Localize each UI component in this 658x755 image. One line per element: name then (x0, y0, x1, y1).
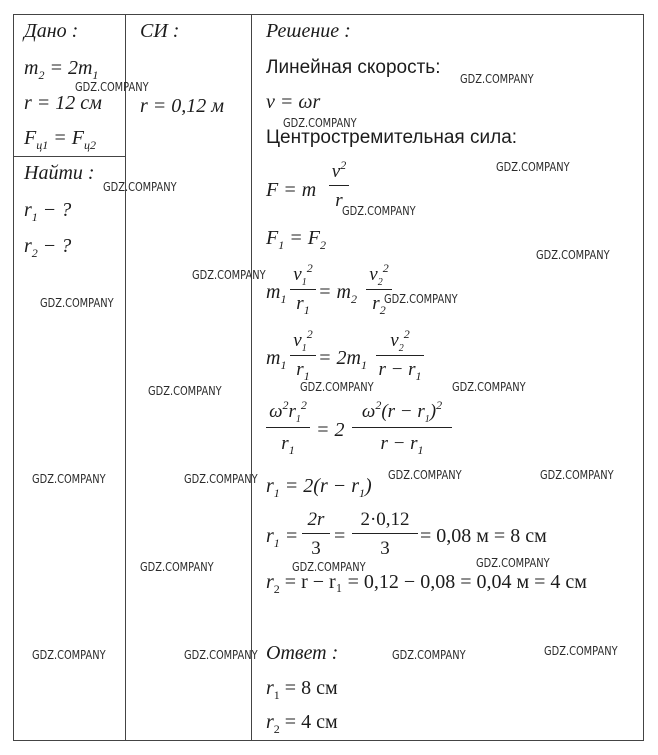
eq5-fraction-left: $\omega^2r_1^2$ $r_1$ (266, 398, 310, 460)
watermark: GDZ.COMPANY (292, 560, 366, 574)
find-r2: $r_2$ − ? (24, 235, 72, 260)
find-r1: $r_1$ − ? (24, 199, 72, 224)
eq-equal-forces: $F_1 = F_2$ (266, 227, 326, 252)
watermark: GDZ.COMPANY (32, 472, 106, 486)
row-divider-find (13, 156, 126, 157)
watermark: GDZ.COMPANY (32, 648, 106, 662)
watermark: GDZ.COMPANY (75, 80, 149, 94)
eq4-fraction-right: $v_2^2$ $r - r_1$ (376, 328, 424, 384)
eq6: $r_1 = 2(r - r_1)$ (266, 475, 372, 500)
eq4-fraction-left: $v_1^2$ $r_1$ (290, 328, 316, 384)
eq7-r1: $r_1$ = (266, 525, 299, 550)
eq3-fraction-left: $v_1^2$ $r_1$ (290, 262, 316, 318)
eq4-2m1: = $2m_1$ (318, 347, 367, 372)
given-header: Дано : (24, 20, 79, 42)
eq5-equals: = 2 (316, 419, 345, 441)
watermark: GDZ.COMPANY (460, 72, 534, 86)
eq4-m1: $m_1$ (266, 347, 287, 372)
linear-speed-formula: v = ωr (266, 91, 321, 113)
answer-header: Ответ : (266, 642, 339, 664)
watermark: GDZ.COMPANY (392, 648, 466, 662)
watermark: GDZ.COMPANY (388, 468, 462, 482)
column-divider-given (125, 14, 126, 741)
eq-force-denominator: r (335, 190, 343, 211)
eq3-m2: = $m_2$ (318, 281, 357, 306)
given-radius: r = 12 см (24, 92, 102, 114)
si-header: СИ : (140, 20, 180, 42)
watermark: GDZ.COMPANY (184, 648, 258, 662)
eq7-fraction-2: 2·0,12 3 (352, 506, 418, 562)
eq-force-left: F = m (266, 179, 317, 201)
answer-r2: $r_2 = 4$ см (266, 711, 338, 736)
watermark: GDZ.COMPANY (452, 380, 526, 394)
answer-r1: $r_1 = 8$ см (266, 677, 338, 702)
given-mass-relation: $m_2 = 2m_1$ (24, 57, 99, 82)
linear-speed-label: Линейная скорость: (266, 57, 441, 78)
si-radius: r = 0,12 м (140, 95, 225, 117)
eq7-result: = 0,08 м = 8 см (420, 525, 547, 547)
watermark: GDZ.COMPANY (384, 292, 458, 306)
centripetal-label: Центростремительная сила: (266, 127, 518, 148)
find-header: Найти : (24, 162, 95, 184)
eq3-m1: $m_1$ (266, 281, 287, 306)
watermark: GDZ.COMPANY (283, 116, 357, 130)
watermark: GDZ.COMPANY (476, 556, 550, 570)
watermark: GDZ.COMPANY (544, 644, 618, 658)
watermark: GDZ.COMPANY (103, 180, 177, 194)
watermark: GDZ.COMPANY (496, 160, 570, 174)
eq7-equals: = (334, 525, 346, 547)
watermark: GDZ.COMPANY (192, 268, 266, 282)
watermark: GDZ.COMPANY (536, 248, 610, 262)
watermark: GDZ.COMPANY (148, 384, 222, 398)
eq7-fraction-1: 2r 3 (302, 506, 330, 562)
eq5-fraction-right: $\omega^2(r - r_1)^2$ $r - r_1$ (352, 398, 452, 460)
watermark: GDZ.COMPANY (342, 204, 416, 218)
eq8: $r_2 = r - r_1 = 0,12 - 0,08 = 0,04$ м = 4 см (266, 571, 587, 596)
given-force-relation: $F_{ц1} = F_{ц2}$ (24, 127, 96, 152)
eq-force-numerator: $v^2$ (331, 158, 347, 182)
watermark: GDZ.COMPANY (540, 468, 614, 482)
eq3-fraction-right: $v_2^2$ $r_2$ (366, 262, 392, 318)
watermark: GDZ.COMPANY (140, 560, 214, 574)
column-divider-si (251, 14, 252, 741)
watermark: GDZ.COMPANY (184, 472, 258, 486)
watermark: GDZ.COMPANY (40, 296, 114, 310)
solution-header: Решение : (266, 20, 351, 42)
watermark: GDZ.COMPANY (300, 380, 374, 394)
